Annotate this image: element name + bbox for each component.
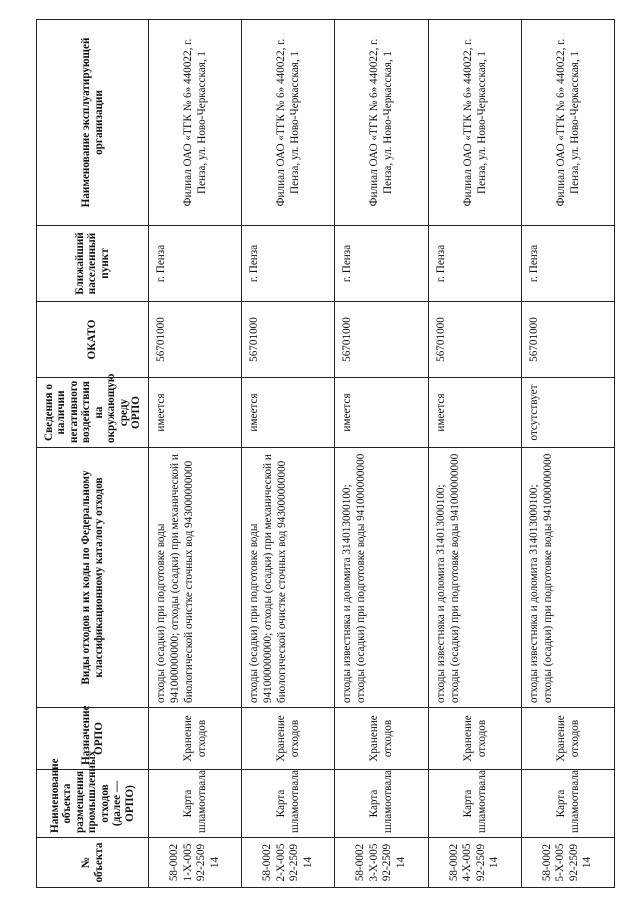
waste-types: отходы (осадки) при подготовке воды 941000000000; отходы (осадки) при механической и биологической очистке сточных вод 943000000000 [242,448,335,708]
table-row [521,20,614,888]
object-purpose: Хранение отходов [521,708,614,770]
settlement: г. Пенза [149,226,242,302]
waste-types: отходы известняка и доломита 314013000100; отходы (осадки) при подготовке воды 941000000000 [521,448,614,708]
header-row [37,20,149,888]
object-number: 58-00024-Х-00592-250914 [428,838,521,888]
organization: Филиал ОАО «ТГК № 6» 440022, г. Пенза, ул. Ново-Черкасская, 1 [521,20,614,226]
organization: Филиал ОАО «ТГК № 6» 440022, г. Пенза, ул. Ново-Черкасская, 1 [428,20,521,226]
impact-status: имеется [428,378,521,448]
header-waste-types: Виды отходов и их коды по Федеральному классификационному каталогу отходов [37,448,149,708]
object-number: 58-00023-Х-00592-250914 [335,838,428,888]
okato-code: 56701000 [149,302,242,378]
object-name: Карта шламоотвала [428,770,521,838]
header-object-name: Наименование объекта размещения промышленных отходов (далее — ОРПО) [37,770,149,838]
impact-status: имеется [149,378,242,448]
settlement: г. Пенза [428,226,521,302]
organization: Филиал ОАО «ТГК № 6» 440022, г. Пенза, ул. Ново-Черкасская, 1 [149,20,242,226]
waste-facilities-table [36,19,615,888]
waste-types: отходы (осадки) при подготовке воды 941000000000; отходы (осадки) при механической и биологической очистке сточных вод 943000000000 [149,448,242,708]
object-number: 58-00021-Х-00592-250914 [149,838,242,888]
waste-types: отходы известняка и доломита 314013000100; отходы (осадки) при подготовке воды 941000000000 [428,448,521,708]
header-okato: ОКАТО [37,302,149,378]
waste-types: отходы известняка и доломита 314013000100; отходы (осадки) при подготовке воды 941000000000 [335,448,428,708]
okato-code: 56701000 [428,302,521,378]
object-name: Карта шламоотвала [335,770,428,838]
object-purpose: Хранение отходов [149,708,242,770]
object-name: Карта шламоотвала [149,770,242,838]
header-settlement: Ближайший населенный пункт [37,226,149,302]
table-row [335,20,428,888]
settlement: г. Пенза [335,226,428,302]
okato-code: 56701000 [521,302,614,378]
impact-status: отсутствует [521,378,614,448]
table-row [149,20,242,888]
okato-code: 56701000 [242,302,335,378]
object-name: Карта шламоотвала [521,770,614,838]
object-number: 58-00025-Х-00592-250914 [521,838,614,888]
okato-code: 56701000 [335,302,428,378]
document-page [36,20,615,888]
table-row [242,20,335,888]
object-name: Карта шламоотвала [242,770,335,838]
object-purpose: Хранение отходов [428,708,521,770]
header-impact: Сведения о наличии негативного воздействия на окружающую среду ОРПО [37,378,149,448]
settlement: г. Пенза [521,226,614,302]
organization: Филиал ОАО «ТГК № 6» 440022, г. Пенза, ул. Ново-Черкасская, 1 [242,20,335,226]
settlement: г. Пенза [242,226,335,302]
impact-status: имеется [242,378,335,448]
header-purpose: Назначение ОРПО [37,708,149,770]
object-purpose: Хранение отходов [335,708,428,770]
object-purpose: Хранение отходов [242,708,335,770]
header-organization: Наименование эксплуатирующей организации [37,20,149,226]
object-number: 58-00022-Х-00592-250914 [242,838,335,888]
header-object-number: № объекта [37,838,149,888]
table-row [428,20,521,888]
organization: Филиал ОАО «ТГК № 6» 440022, г. Пенза, ул. Ново-Черкасская, 1 [335,20,428,226]
rotated-table-wrapper [36,20,615,888]
impact-status: имеется [335,378,428,448]
